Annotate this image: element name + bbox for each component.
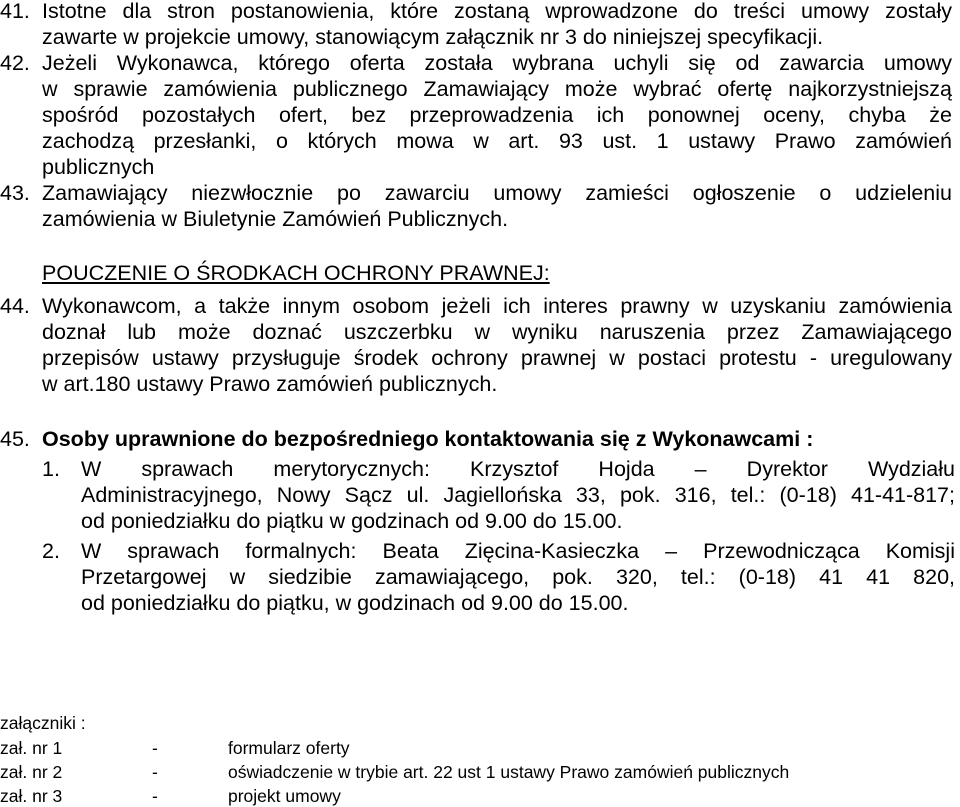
item-44-line-4: w art.180 ustawy Prawo zamówień publicznych. xyxy=(42,372,498,396)
item-42-line-3: spośród pozostałych ofert, bez przeprowadzenia ich ponownej oceny, chyba że xyxy=(42,103,952,127)
contact-1-line-3: od poniedziałku do piątku w godzinach od 9.00 do 15.00. xyxy=(81,509,623,533)
item-number-42: 42. xyxy=(0,51,30,75)
attachment-3-label: zał. nr 3 xyxy=(0,786,63,806)
contact-2-line-3: od poniedziałku do piątku, w godzinach od 9.00 do 15.00. xyxy=(81,591,629,615)
attachment-2-label: zał. nr 2 xyxy=(0,762,63,782)
item-number-44: 44. xyxy=(0,294,30,318)
item-41-line-1: Istotne dla stron postanowienia, które zostaną wprowadzone do treści umowy zostały xyxy=(42,0,952,23)
contact-2-line-1: W sprawach formalnych: Beata Zięcina-Kasieczka – Przewodnicząca Komisji xyxy=(81,539,955,563)
item-42-line-5: publicznych xyxy=(42,155,155,179)
contact-1-number: 1. xyxy=(42,457,60,481)
contact-2-line-2: Przetargowej w siedzibie zamawiającego, pok. 320, tel.: (0-18) 41 41 820, xyxy=(81,565,955,589)
contact-1-line-2: Administracyjnego, Nowy Sącz ul. Jagiellońska 33, pok. 316, tel.: (0-18) 41-41-817; xyxy=(81,483,955,507)
item-43-line-1: Zamawiający niezwłocznie po zawarciu umowy zamieści ogłoszenie o udzieleniu xyxy=(42,181,952,205)
item-44-line-1: Wykonawcom, a także innym osobom jeżeli ich interes prawny w uzyskaniu zamówienia xyxy=(42,294,952,318)
attachment-2-dash: - xyxy=(152,762,158,782)
attachment-1-dash: - xyxy=(152,738,158,758)
item-number-41: 41. xyxy=(0,0,30,23)
attachment-3-text: projekt umowy xyxy=(228,786,341,806)
contact-1-line-1: W sprawach merytorycznych: Krzysztof Hojda – Dyrektor Wydziału xyxy=(81,457,955,481)
item-42-line-4: zachodzą przesłanki, o których mowa w art. 93 ust. 1 ustawy Prawo zamówień xyxy=(42,129,952,153)
item-43-line-2: zamówienia w Biuletynie Zamówień Publicznych. xyxy=(42,207,509,231)
item-42-line-1: Jeżeli Wykonawca, którego oferta została wybrana uchyli się od zawarcia umowy xyxy=(42,51,952,75)
attachment-3-dash: - xyxy=(152,786,158,806)
item-number-45: 45. xyxy=(0,427,30,451)
item-42-line-2: w sprawie zamówienia publicznego Zamawiający może wybrać ofertę najkorzystniejszą xyxy=(42,77,952,101)
attachment-1-text: formularz oferty xyxy=(228,738,350,758)
item-45-title: Osoby uprawnione do bezpośredniego kontaktowania się z Wykonawcami : xyxy=(42,427,814,451)
contact-2-number: 2. xyxy=(42,539,60,563)
attachments-title: załączniki : xyxy=(0,713,86,733)
item-41-line-2: zawarte w projekcie umowy, stanowiącym załącznik nr 3 do niniejszej specyfikacji. xyxy=(42,25,824,49)
item-number-43: 43. xyxy=(0,181,30,205)
item-44-line-3: przepisów ustawy przysługuje środek ochrony prawnej w postaci protestu - uregulowany xyxy=(42,346,952,370)
section-heading-legal-remedies: POUCZENIE O ŚRODKACH OCHRONY PRAWNEJ: xyxy=(42,261,550,285)
attachment-2-text: oświadczenie w trybie art. 22 ust 1 ustawy Prawo zamówień publicznych xyxy=(228,762,790,782)
item-44-line-2: doznał lub może doznać uszczerbku w wyniku naruszenia przez Zamawiającego xyxy=(42,320,952,344)
attachment-1-label: zał. nr 1 xyxy=(0,738,63,758)
